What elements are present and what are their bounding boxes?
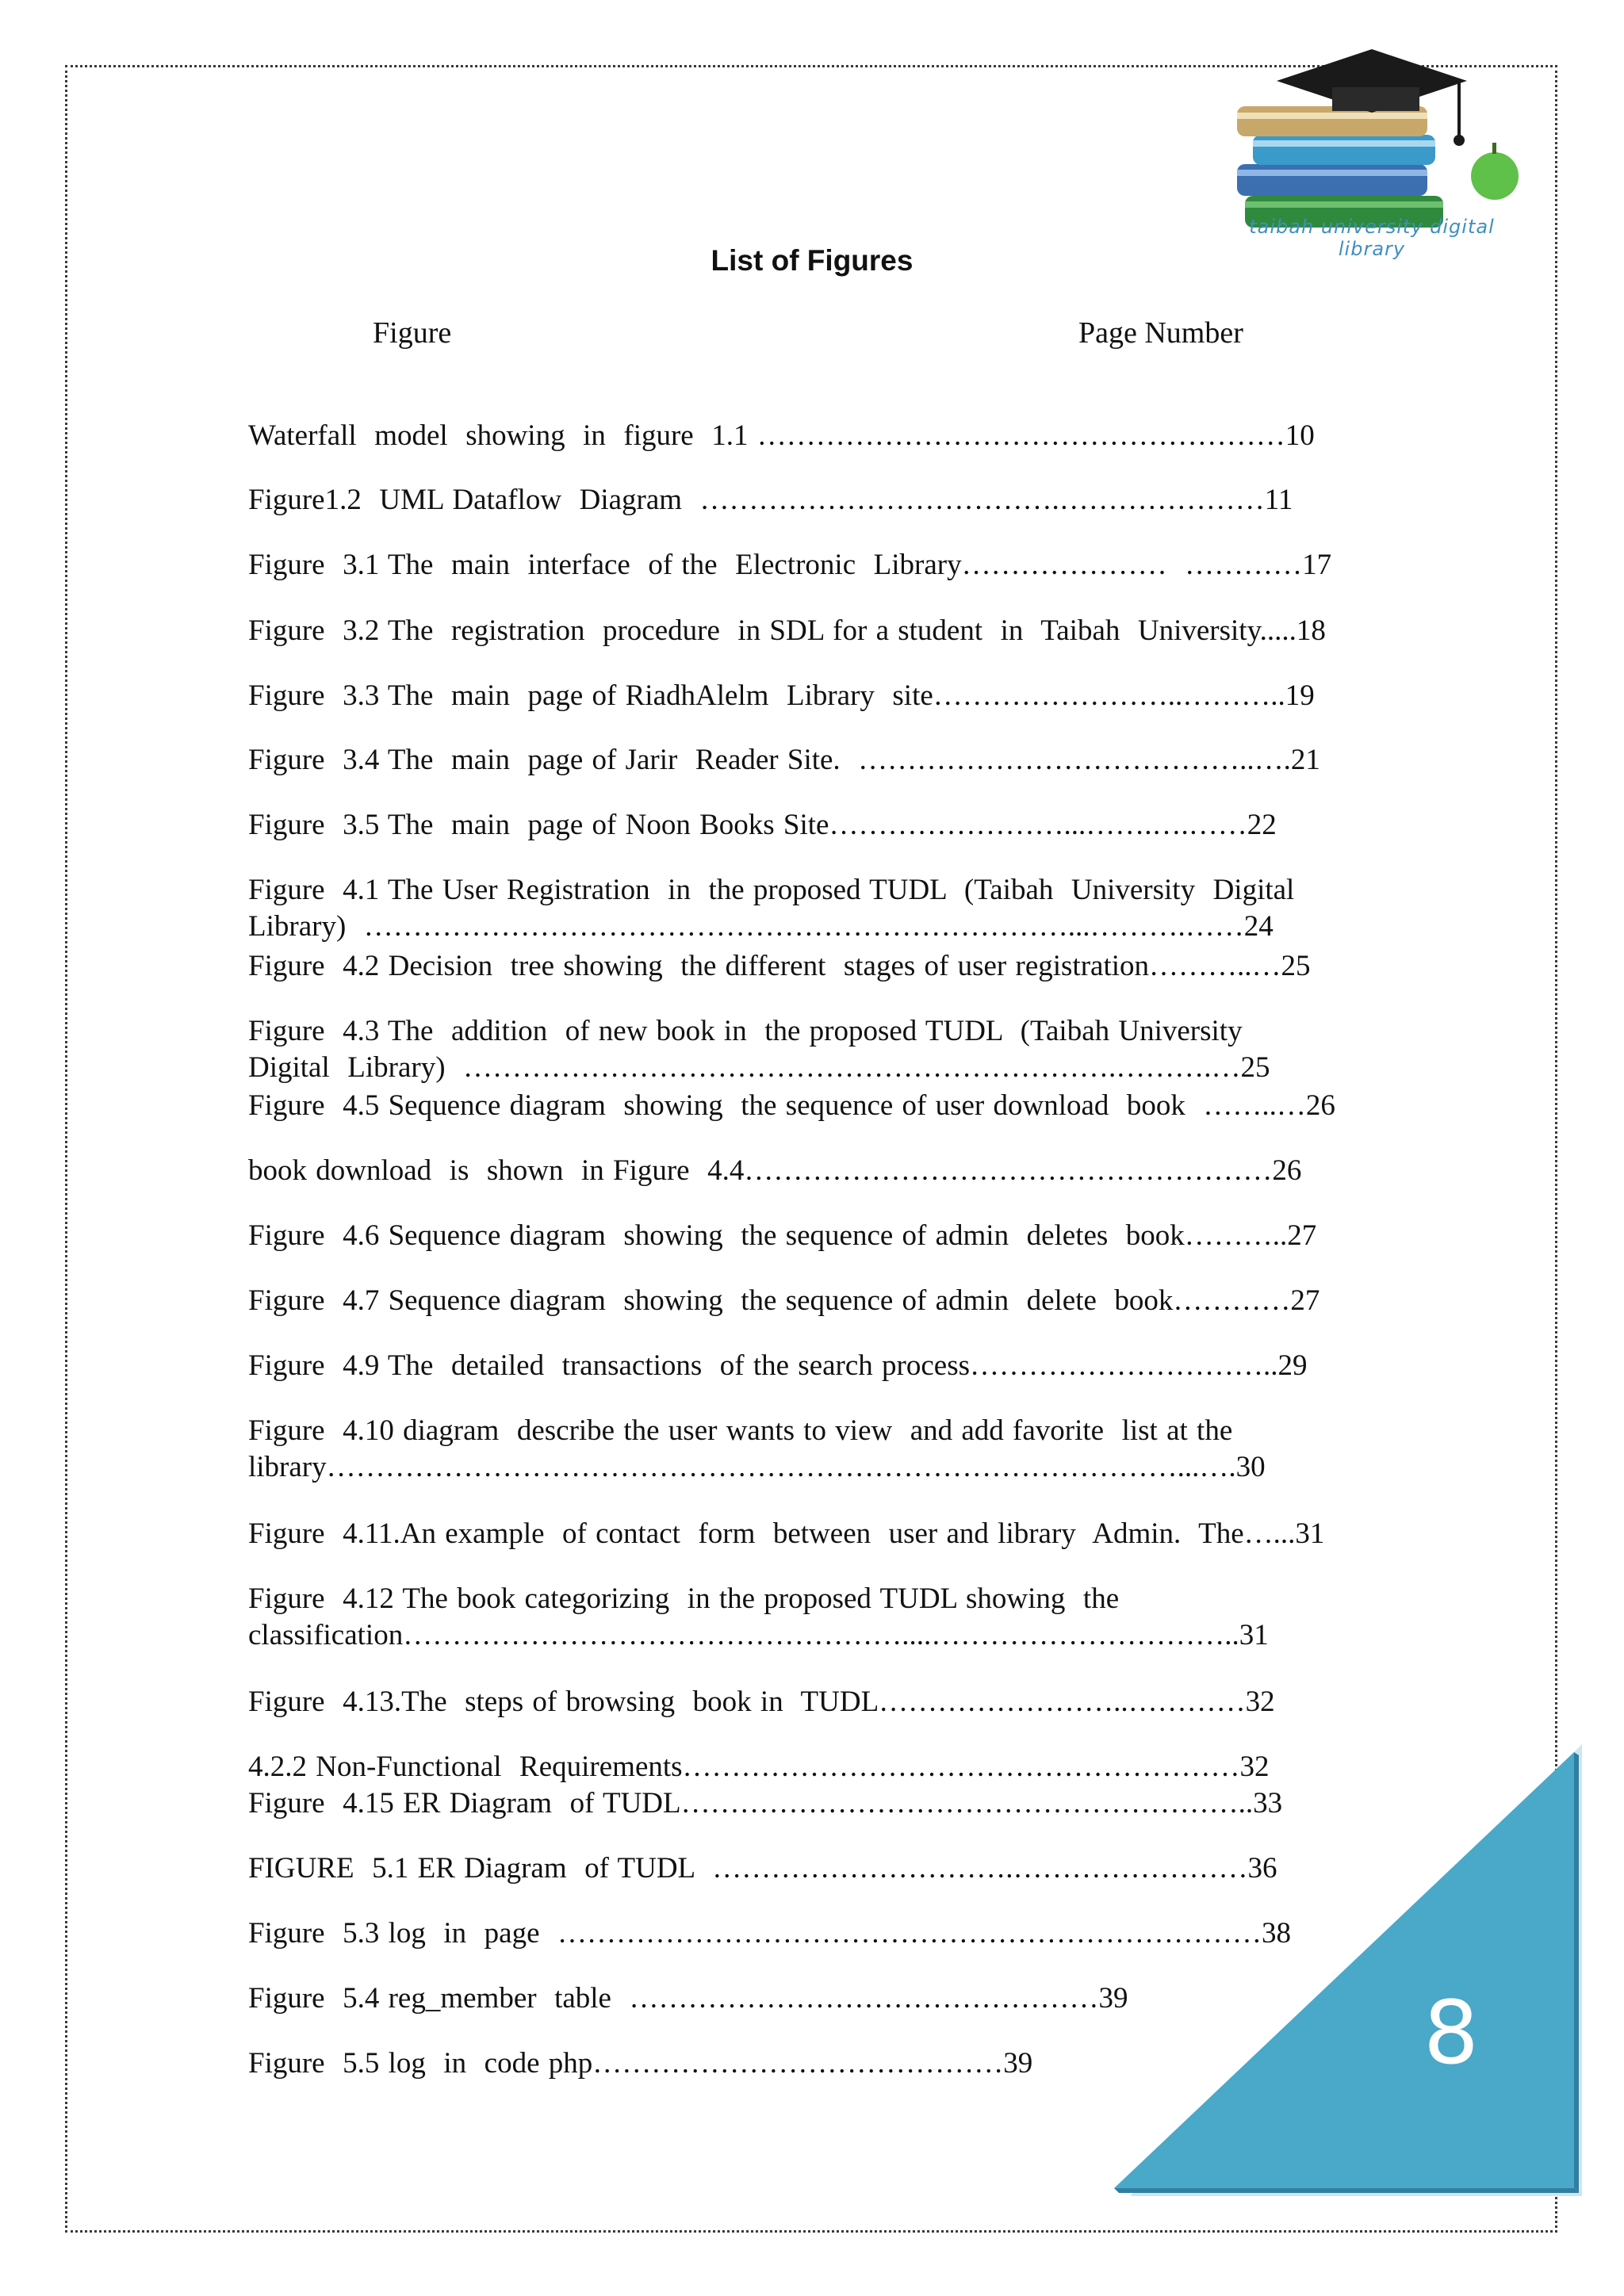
figure-entry: Figure 4.9 The detailed transactions of the search process…………………………..29 xyxy=(248,1349,1308,1382)
page-number-column-header: Page Number xyxy=(1078,316,1243,350)
figure-entry: Figure 5.5 log in code php……………………………………39 xyxy=(248,2047,1033,2080)
figure-entry: Figure 3.4 The main page of Jarir Reader Site. …………………………………..….21 xyxy=(248,744,1320,776)
figure-entry: 4.2.2 Non-Functional Requirements…………………………………………………32 xyxy=(248,1751,1270,1783)
figure-entry: FIGURE 5.1 ER Diagram of TUDL ………………………….……………………36 xyxy=(248,1852,1277,1885)
figure-entry: Figure 4.7 Sequence diagram showing the sequence of admin delete book…………27 xyxy=(248,1284,1320,1317)
figure-entry: Figure 4.1 The User Registration in the proposed TUDL (Taibah University Digital Library) ………………………………………………………………...……….……24 xyxy=(248,874,1295,943)
figure-entry: Figure 4.2 Decision tree showing the different stages of user registration………..…25 xyxy=(248,950,1311,982)
logo-caption: taibah university digital library xyxy=(1249,216,1495,260)
figure-entry: Figure 3.1 The main interface of the Electronic Library………………… …………17 xyxy=(248,549,1332,581)
figure-entry: Figure1.2 UML Dataflow Diagram ……………………………….…………………11 xyxy=(248,484,1293,516)
figure-column-header: Figure xyxy=(373,316,452,350)
figure-entry: Figure 4.6 Sequence diagram showing the sequence of admin deletes book………..27 xyxy=(248,1219,1317,1252)
figure-entry: Waterfall model showing in figure 1.1 ………………………………………………10 xyxy=(248,419,1315,452)
figure-entry: Figure 3.5 The main page of Noon Books Site……………………...…….….……22 xyxy=(248,809,1277,841)
figure-entry: Figure 4.12 The book categorizing in the proposed TUDL showing the classification……………………………………………....…………………………..31 xyxy=(248,1582,1269,1651)
figure-entry: book download is shown in Figure 4.4………………………………………………26 xyxy=(248,1154,1302,1187)
figure-entry: Figure 4.11.An example of contact form between user and library Admin. The…...31 xyxy=(248,1517,1325,1550)
figure-entry: Figure 4.5 Sequence diagram showing the sequence of user download book ……..…26 xyxy=(248,1089,1335,1122)
page-title: List of Figures xyxy=(710,244,914,277)
figure-entry: Figure 5.3 log in page ………………………………………………………………38 xyxy=(248,1917,1292,1950)
figure-entry: Figure 3.3 The main page of RiadhAlelm Library site……………………..………..19 xyxy=(248,679,1315,712)
figure-entry: Figure 3.2 The registration procedure in SDL for a student in Taibah University.....18 xyxy=(248,614,1326,647)
figure-entry: Figure 4.10 diagram describe the user wants to view and add favorite list at the library……………………………………………………………………………...….30 xyxy=(248,1414,1266,1483)
figure-entry: Figure 4.3 The addition of new book in the proposed TUDL (Taibah University Digital Library) ………………………………………………………….……….…25 xyxy=(248,1015,1270,1084)
figure-entry: Figure 4.15 ER Diagram of TUDL…………………………………………………..33 xyxy=(248,1787,1283,1820)
figure-entry: Figure 4.13.The steps of browsing book in TUDL……………………..…………32 xyxy=(248,1686,1275,1718)
figure-entry: Figure 5.4 reg_member table …………………………………………39 xyxy=(248,1982,1128,2015)
page-corner-triangle xyxy=(1106,1744,1582,2220)
page-number: 8 xyxy=(1423,1982,1479,2084)
